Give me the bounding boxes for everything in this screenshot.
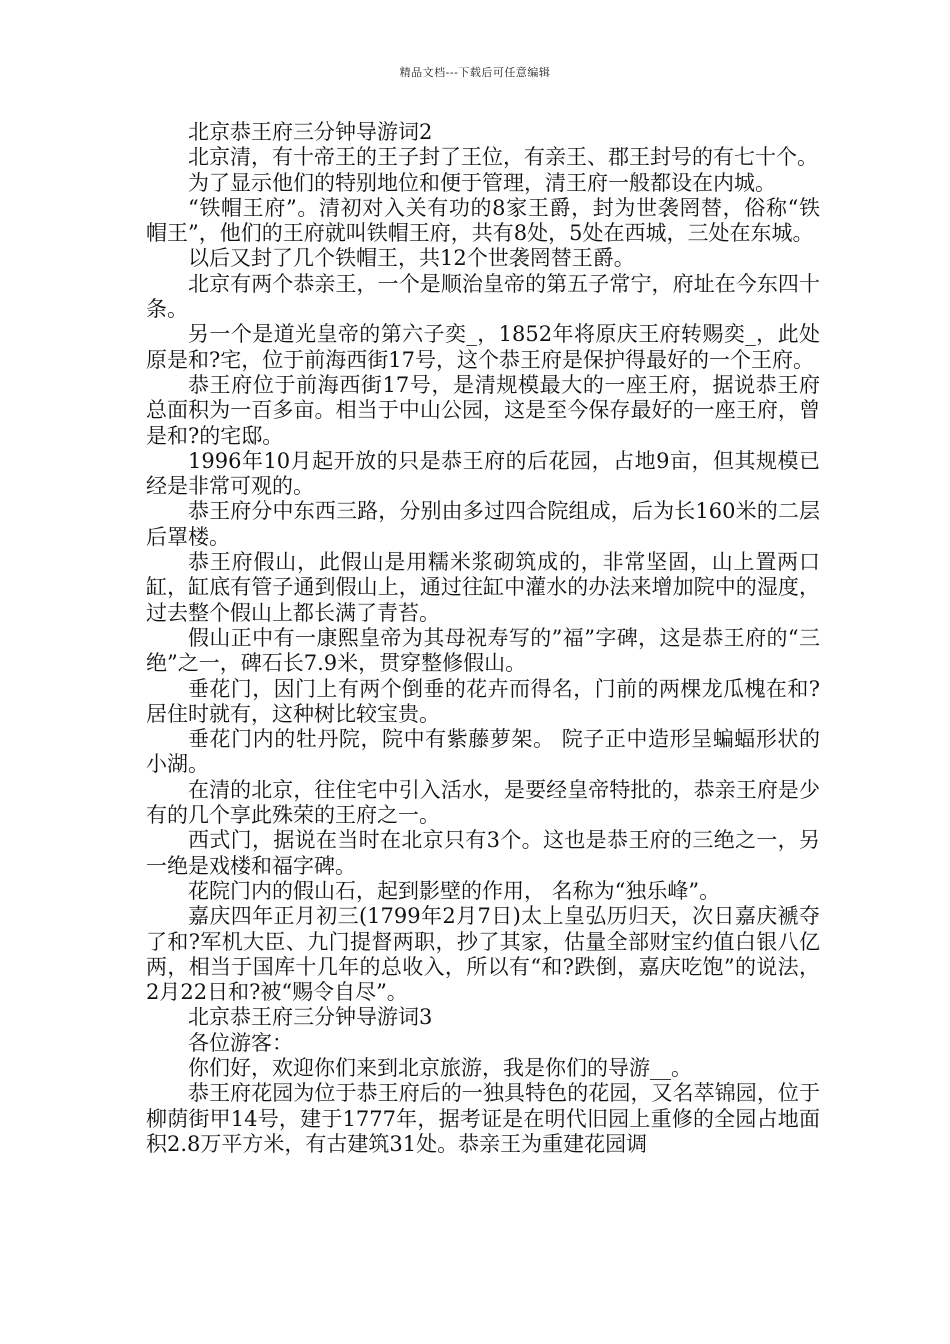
paragraph: 恭王府分中东西三路，分别由多过四合院组成，后为长160米的二层后罩楼。: [146, 499, 820, 549]
paragraph: 在清的北京，往住宅中引入活水，是要经皇帝特批的，恭亲王府是少有的几个享此殊荣的王府之一。: [146, 777, 820, 828]
paragraph: “铁帽王府”。清初对入关有功的8家王爵，封为世袭罔替，俗称“铁帽王”，他们的王府就叫铁帽王府，共有8处，5处在西城，三处在东城。: [146, 195, 820, 246]
paragraph: 假山正中有一康熙皇帝为其母祝寿写的”福”字碑，这是恭王府的“三绝”之一，碑石长7.9米，贯穿整修假山。: [146, 625, 820, 676]
paragraph: 恭王府花园为位于恭王府后的一独具特色的花园，又名萃锦园，位于柳荫街甲14号，建于1777年，据考证是在明代旧园上重修的全园占地面积2.8万平方米，有古建筑31处。恭亲王为重建花园调: [146, 1081, 820, 1156]
paragraph: 嘉庆四年正月初三(1799年2月7日)太上皇弘历归天，次日嘉庆褫夺了和?军机大臣、九门提督两职，抄了其家，估量全部财宝约值白银八亿两，相当于国库十几年的总收入，所以有“和?跌倒，嘉庆吃饱”的说法，2月22日和?被“赐令自尽”。: [146, 904, 820, 1005]
paragraph: 垂花门，因门上有两个倒垂的花卉而得名，门前的两棵龙瓜槐在和?居住时就有，这种树比较宝贵。: [146, 676, 820, 726]
paragraph: 恭王府假山，此假山是用糯米浆砌筑成的，非常坚固，山上置两口缸，缸底有管子通到假山上，通过往缸中灌水的办法来增加院中的湿度，过去整个假山上都长满了青苔。: [146, 550, 820, 625]
paragraph: 西式门，据说在当时在北京只有3个。这也是恭王府的三绝之一，另一绝是戏楼和福字碑。: [146, 828, 820, 878]
paragraph: 北京有两个恭亲王，一个是顺治皇帝的第五子常宁，府址在今东四十条。: [146, 271, 820, 322]
document-body: [146, 120, 820, 1157]
paragraph: 你们好，欢迎你们来到北京旅游，我是你们的导游__。: [188, 1055, 692, 1080]
paragraph: 花院门内的假山石，起到影壁的作用， 名称为“独乐峰”。: [188, 878, 721, 903]
paragraph: 垂花门内的牡丹院，院中有紫藤萝架。 院子正中造形呈蝙蝠形状的小湖。: [146, 727, 820, 777]
paragraph: 北京清，有十帝王的王子封了王位，有亲王、郡王封号的有七十个。: [188, 145, 818, 170]
section-title: 北京恭王府三分钟导游词3: [188, 1005, 433, 1030]
paragraph: 另一个是道光皇帝的第六子奕_，1852年将原庆王府转赐奕_，此处原是和?宅，位于前海西街17号，这个恭王府是保护得最好的一个王府。: [146, 322, 820, 372]
paragraph: 为了显示他们的特别地位和便于管理，清王府一般都设在内城。: [188, 170, 776, 195]
paragraph: 1996年10月起开放的只是恭王府的后花园，占地9亩，但其规模已经是非常可观的。: [146, 448, 820, 499]
section-title: 北京恭王府三分钟导游词2: [188, 120, 433, 144]
paragraph: 以后又封了几个铁帽王，共12个世袭罔替王爵。: [188, 246, 635, 271]
paragraph: 恭王府位于前海西街17号，是清规模最大的一座王府，据说恭王府总面积为一百多亩。相当于中山公园，这是至今保存最好的一座王府，曾是和?的宅邸。: [146, 372, 820, 448]
page-header: 精品文档---下载后可任意编辑: [399, 66, 551, 79]
paragraph: 各位游客：: [188, 1030, 293, 1055]
